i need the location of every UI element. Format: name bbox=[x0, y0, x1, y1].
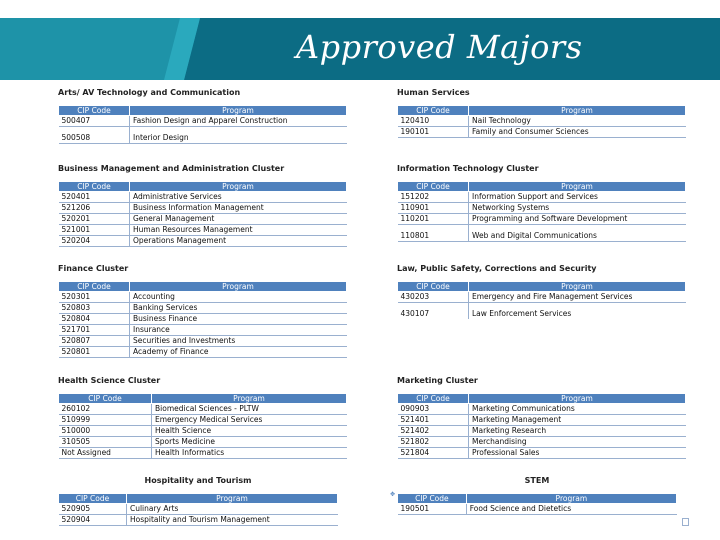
cip-code: 521401 bbox=[398, 415, 469, 426]
program-name: Sports Medicine bbox=[152, 437, 347, 448]
program-name: Professional Sales bbox=[469, 448, 686, 459]
cluster-title: STEM bbox=[524, 476, 550, 485]
program-name: Law Enforcement Services bbox=[472, 309, 572, 318]
table-row bbox=[59, 303, 347, 314]
col-header-code: CIP Code bbox=[398, 394, 469, 404]
cluster-table bbox=[397, 393, 686, 459]
program-name: Information Support and Services bbox=[469, 192, 686, 203]
table-row bbox=[398, 127, 686, 138]
table-row bbox=[59, 504, 338, 515]
table-row bbox=[59, 325, 347, 336]
col-header-program: Program bbox=[152, 394, 347, 404]
program-name: Culinary Arts bbox=[126, 504, 337, 515]
table-row bbox=[398, 192, 686, 203]
table-move-handle-icon[interactable]: ✥ bbox=[390, 491, 396, 498]
table-row bbox=[398, 292, 686, 303]
cluster-table bbox=[397, 281, 686, 319]
cip-code: 110801 bbox=[398, 231, 469, 242]
cip-code: 520204 bbox=[59, 236, 130, 247]
table-row bbox=[59, 404, 347, 415]
table-row bbox=[59, 415, 347, 426]
program-name: Programming and Software Development bbox=[469, 214, 686, 225]
table-row bbox=[59, 437, 347, 448]
program-name: Securities and Investments bbox=[130, 336, 347, 347]
cluster-table bbox=[58, 105, 347, 144]
cip-code: 510999 bbox=[59, 415, 152, 426]
program-name: Academy of Finance bbox=[130, 347, 347, 358]
cluster-title: Finance Cluster bbox=[58, 264, 129, 273]
cip-code: 520201 bbox=[59, 214, 130, 225]
slide-corner-icon bbox=[682, 518, 689, 526]
cluster-table bbox=[58, 493, 338, 526]
program-name: Hospitality and Tourism Management bbox=[126, 515, 337, 526]
cluster-title: Business Management and Administration Cluster bbox=[58, 164, 285, 173]
col-header-program: Program bbox=[130, 282, 347, 292]
table-row bbox=[59, 347, 347, 358]
col-header-code: CIP Code bbox=[398, 494, 467, 504]
cluster-title: Arts/ AV Technology and Communication bbox=[58, 88, 241, 97]
program-name: Health Science bbox=[152, 426, 347, 437]
program-name: Human Resources Management bbox=[130, 225, 347, 236]
cip-code: Not Assigned bbox=[59, 448, 152, 459]
table-row bbox=[398, 404, 686, 415]
col-header-code: CIP Code bbox=[398, 182, 469, 192]
table-row bbox=[398, 214, 686, 225]
program-name: Emergency and Fire Management Services bbox=[469, 292, 686, 303]
program-name: Biomedical Sciences - PLTW bbox=[152, 404, 347, 415]
cip-code: 520804 bbox=[59, 314, 130, 325]
page-title: Approved Majors bbox=[296, 28, 583, 66]
cluster-table bbox=[58, 281, 347, 358]
program-name: Business Finance bbox=[130, 314, 347, 325]
table-row bbox=[398, 415, 686, 426]
table-row bbox=[398, 309, 686, 319]
col-header-program: Program bbox=[130, 106, 347, 116]
cluster-information-technology bbox=[397, 164, 686, 242]
table-row bbox=[59, 292, 347, 303]
cip-code: 120410 bbox=[398, 116, 469, 127]
cluster-health-science bbox=[58, 376, 347, 459]
program-name: Networking Systems bbox=[469, 203, 686, 214]
program-name: General Management bbox=[130, 214, 347, 225]
table-row bbox=[59, 336, 347, 347]
program-name: Operations Management bbox=[130, 236, 347, 247]
table-row bbox=[398, 203, 686, 214]
table-row bbox=[59, 225, 347, 236]
program-name: Accounting bbox=[130, 292, 347, 303]
cip-code: 521206 bbox=[59, 203, 130, 214]
table-row bbox=[59, 133, 347, 144]
col-header-program: Program bbox=[130, 182, 347, 192]
col-header-program: Program bbox=[469, 282, 686, 292]
table-row bbox=[59, 515, 338, 526]
cip-code: 520801 bbox=[59, 347, 130, 358]
cip-code: 521802 bbox=[398, 437, 469, 448]
cip-code: 430203 bbox=[398, 292, 469, 303]
cluster-table bbox=[58, 181, 347, 247]
col-header-program: Program bbox=[469, 394, 686, 404]
table-row bbox=[398, 231, 686, 242]
col-header-code: CIP Code bbox=[59, 282, 130, 292]
table-row bbox=[59, 314, 347, 325]
table-row bbox=[59, 426, 347, 437]
cip-code: 521001 bbox=[59, 225, 130, 236]
col-header-code: CIP Code bbox=[59, 494, 127, 504]
cluster-stem bbox=[397, 476, 677, 515]
cip-code: 090903 bbox=[398, 404, 469, 415]
cip-code: 310505 bbox=[59, 437, 152, 448]
program-name: Fashion Design and Apparel Construction bbox=[130, 116, 347, 127]
cluster-title: Human Services bbox=[397, 88, 470, 97]
cip-code: 430107 bbox=[398, 309, 469, 319]
cluster-human-services bbox=[397, 88, 686, 138]
program-name: Interior Design bbox=[130, 133, 347, 144]
cip-code: 500407 bbox=[59, 116, 130, 127]
cip-code: 520401 bbox=[59, 192, 130, 203]
program-name: Food Science and Dietetics bbox=[466, 504, 676, 515]
cluster-law-public-safety bbox=[397, 264, 686, 319]
program-name: Banking Services bbox=[130, 303, 347, 314]
table-row bbox=[59, 203, 347, 214]
table-row bbox=[59, 192, 347, 203]
cluster-table bbox=[397, 493, 677, 515]
col-header-code: CIP Code bbox=[59, 394, 152, 404]
cluster-title: Hospitality and Tourism bbox=[144, 476, 252, 485]
table-row bbox=[59, 214, 347, 225]
cluster-title: Law, Public Safety, Corrections and Security bbox=[397, 264, 597, 273]
table-row bbox=[59, 236, 347, 247]
cip-code: 520807 bbox=[59, 336, 130, 347]
cip-code: 110901 bbox=[398, 203, 469, 214]
col-header-code: CIP Code bbox=[59, 106, 130, 116]
title-banner bbox=[0, 18, 720, 80]
col-header-program: Program bbox=[469, 182, 686, 192]
program-name: Administrative Services bbox=[130, 192, 347, 203]
col-header-program: Program bbox=[469, 106, 686, 116]
program-name: Marketing Communications bbox=[469, 404, 686, 415]
table-row bbox=[398, 116, 686, 127]
col-header-program: Program bbox=[466, 494, 676, 504]
cluster-title: Health Science Cluster bbox=[58, 376, 161, 385]
cluster-business bbox=[58, 164, 347, 247]
cip-code: 151202 bbox=[398, 192, 469, 203]
program-name: Business Information Management bbox=[130, 203, 347, 214]
program-name: Marketing Management bbox=[469, 415, 686, 426]
cip-code: 110201 bbox=[398, 214, 469, 225]
cluster-finance bbox=[58, 264, 347, 358]
cluster-title: Information Technology Cluster bbox=[397, 164, 539, 173]
cip-code: 520301 bbox=[59, 292, 130, 303]
program-name: Emergency Medical Services bbox=[152, 415, 347, 426]
cluster-marketing bbox=[397, 376, 686, 459]
program-name: Marketing Research bbox=[469, 426, 686, 437]
col-header-code: CIP Code bbox=[398, 282, 469, 292]
table-row bbox=[59, 448, 347, 459]
cluster-title: Marketing Cluster bbox=[397, 376, 478, 385]
table-row bbox=[59, 116, 347, 127]
cip-code: 520905 bbox=[59, 504, 127, 515]
cip-code: 510000 bbox=[59, 426, 152, 437]
cluster-table bbox=[397, 181, 686, 242]
program-name: Web and Digital Communications bbox=[469, 231, 686, 242]
col-header-code: CIP Code bbox=[59, 182, 130, 192]
cluster-table bbox=[58, 393, 347, 459]
cip-code: 190501 bbox=[398, 504, 467, 515]
table-row bbox=[398, 448, 686, 459]
cluster-table bbox=[397, 105, 686, 138]
cluster-hospitality bbox=[58, 476, 338, 526]
program-name: Insurance bbox=[130, 325, 347, 336]
cip-code: 520904 bbox=[59, 515, 127, 526]
cip-code: 521402 bbox=[398, 426, 469, 437]
table-row bbox=[398, 437, 686, 448]
cip-code: 521804 bbox=[398, 448, 469, 459]
program-name: Merchandising bbox=[469, 437, 686, 448]
col-header-program: Program bbox=[126, 494, 337, 504]
program-name: Family and Consumer Sciences bbox=[469, 127, 686, 138]
cip-code: 520803 bbox=[59, 303, 130, 314]
cip-code: 190101 bbox=[398, 127, 469, 138]
cip-code: 260102 bbox=[59, 404, 152, 415]
cluster-arts bbox=[58, 88, 347, 144]
table-row bbox=[398, 426, 686, 437]
col-header-code: CIP Code bbox=[398, 106, 469, 116]
program-name: Nail Technology bbox=[469, 116, 686, 127]
program-name: Health Informatics bbox=[152, 448, 347, 459]
cip-code: 500508 bbox=[59, 133, 130, 144]
table-row bbox=[398, 504, 677, 515]
cip-code: 521701 bbox=[59, 325, 130, 336]
